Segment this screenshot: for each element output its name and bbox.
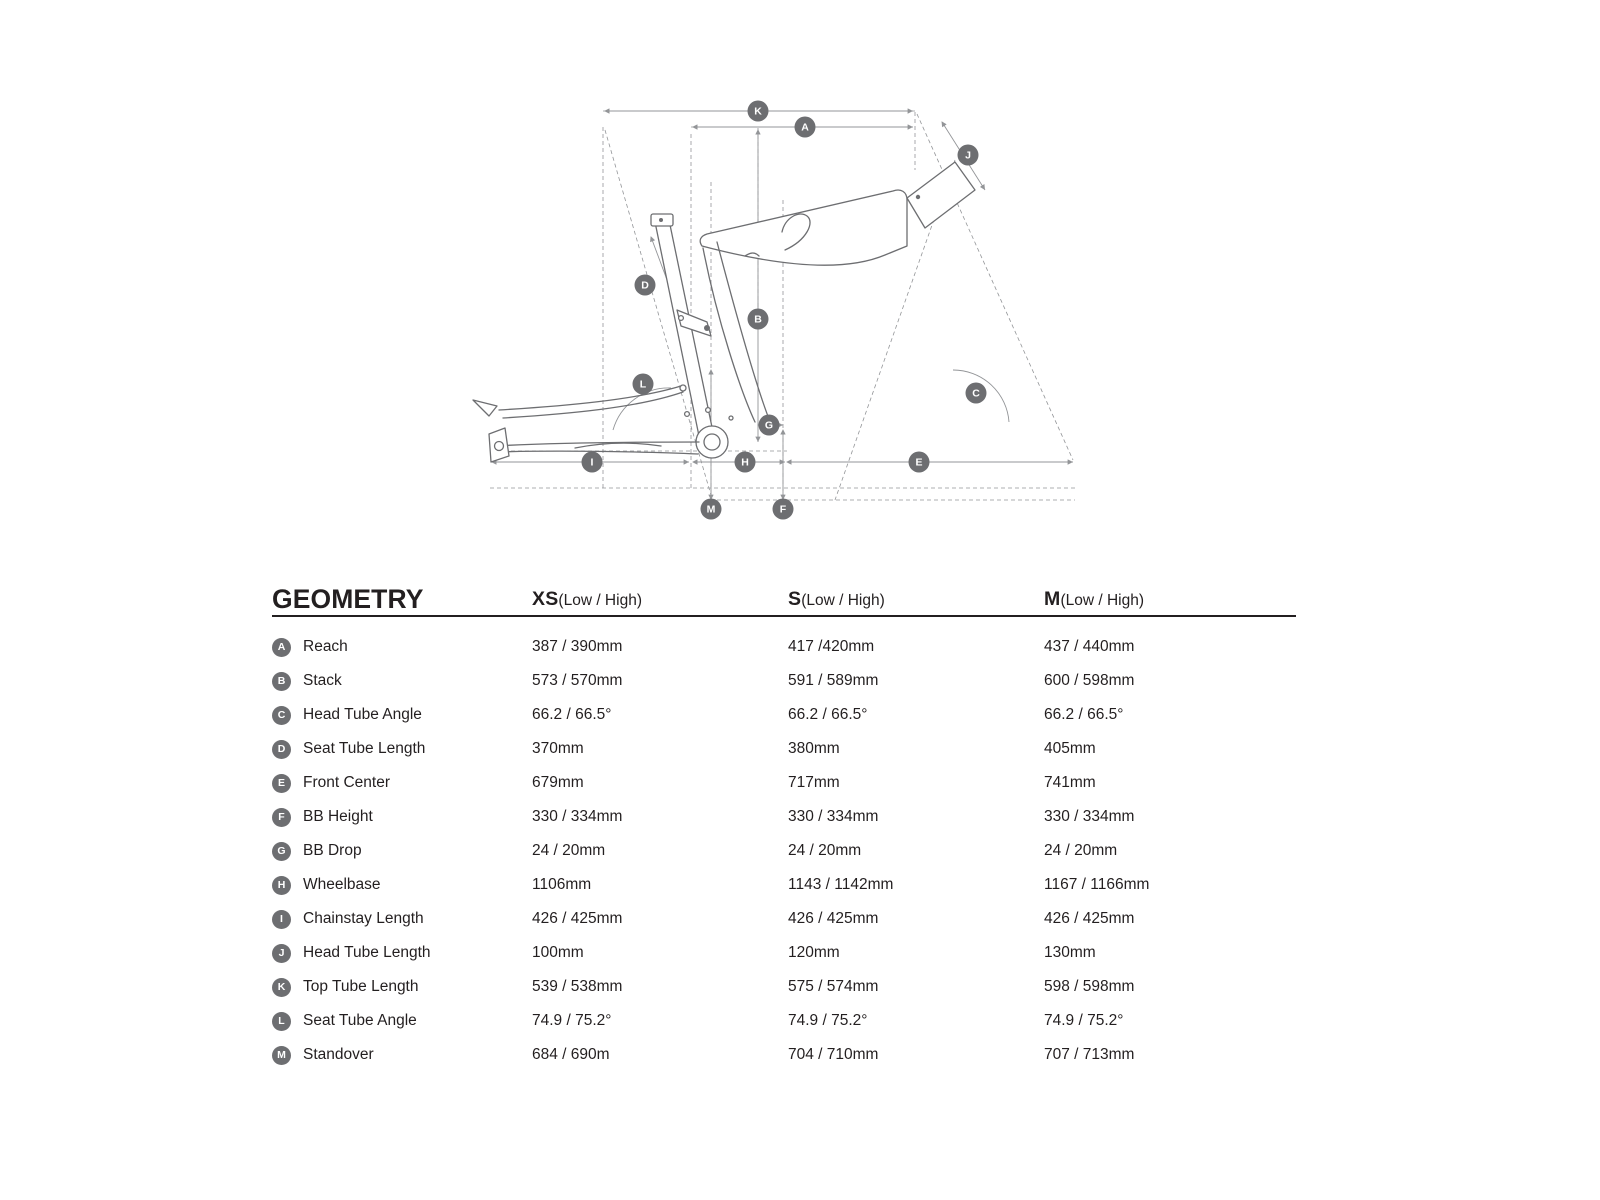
cell-m: 74.9 / 75.2°	[1044, 1012, 1124, 1029]
row-label-text: Standover	[303, 1045, 374, 1063]
table-row	[272, 902, 1296, 936]
geometry-title: GEOMETRY	[272, 584, 424, 614]
row-label-text: Seat Tube Length	[303, 739, 426, 757]
row-label-text: BB Drop	[303, 841, 362, 859]
table-row	[272, 970, 1296, 1004]
row-key-badge: F	[272, 808, 291, 827]
geometry-table-area	[272, 584, 1296, 1072]
cell-s: 120mm	[788, 944, 840, 961]
table-row	[272, 1038, 1296, 1072]
row-label-text: Seat Tube Angle	[303, 1011, 417, 1029]
row-label-chainstay-length	[272, 902, 532, 936]
callout-G	[759, 415, 780, 436]
row-label-standover	[272, 1038, 532, 1072]
cell-s: 1143 / 1142mm	[788, 876, 894, 893]
table-row	[272, 1004, 1296, 1038]
row-label-text: Head Tube Angle	[303, 705, 422, 723]
row-key-badge: C	[272, 706, 291, 725]
callout-D	[635, 275, 656, 296]
row-label-reach	[272, 616, 532, 664]
column-size-m: M	[1044, 588, 1061, 610]
row-label-text: Head Tube Length	[303, 943, 431, 961]
table-header-row	[272, 584, 1296, 616]
cell-xs: 74.9 / 75.2°	[532, 1012, 612, 1029]
table-row	[272, 616, 1296, 664]
cell-m: 600 / 598mm	[1044, 672, 1135, 689]
cell-s: 24 / 20mm	[788, 842, 862, 859]
column-size-xs: XS	[532, 588, 559, 610]
row-key-badge: L	[272, 1012, 291, 1031]
row-key-badge: J	[272, 944, 291, 963]
svg-text:F: F	[779, 503, 787, 516]
svg-text:L: L	[639, 378, 647, 391]
cell-xs: 330 / 334mm	[532, 808, 623, 825]
svg-text:C: C	[972, 387, 980, 400]
table-row	[272, 664, 1296, 698]
callout-I	[582, 452, 603, 473]
svg-text:G: G	[764, 419, 774, 432]
row-key-badge: K	[272, 978, 291, 997]
cell-xs: 426 / 425mm	[532, 910, 623, 927]
row-key-badge: E	[272, 774, 291, 793]
cell-xs: 387 / 390mm	[532, 638, 623, 655]
callout-C	[966, 383, 987, 404]
cell-xs: 573 / 570mm	[532, 672, 623, 689]
svg-text:M: M	[706, 503, 716, 516]
cell-xs: 66.2 / 66.5°	[532, 706, 612, 723]
table-row	[272, 698, 1296, 732]
row-label-top-tube-length	[272, 970, 532, 1004]
cell-s: 426 / 425mm	[788, 910, 879, 927]
row-label-stack	[272, 664, 532, 698]
svg-text:A: A	[801, 121, 809, 134]
cell-m: 1167 / 1166mm	[1044, 876, 1150, 893]
cell-xs: 100mm	[532, 944, 584, 961]
callout-B	[748, 309, 769, 330]
row-label-text: Front Center	[303, 773, 391, 791]
callout-A	[795, 117, 816, 138]
row-label-text: Wheelbase	[303, 875, 381, 893]
svg-text:B: B	[754, 313, 762, 326]
row-label-seat-tube-length	[272, 732, 532, 766]
cell-m: 598 / 598mm	[1044, 978, 1135, 995]
cell-m: 437 / 440mm	[1044, 638, 1135, 655]
row-label-head-tube-length	[272, 936, 532, 970]
row-label-text: Chainstay Length	[303, 909, 424, 927]
cell-xs: 679mm	[532, 774, 584, 791]
row-key-badge: G	[272, 842, 291, 861]
row-label-wheelbase	[272, 868, 532, 902]
cell-xs: 1106mm	[532, 876, 592, 893]
cell-m: 24 / 20mm	[1044, 842, 1118, 859]
bike-geometry-diagram	[455, 70, 1115, 540]
callout-E	[909, 452, 930, 473]
callout-K	[748, 101, 769, 122]
cell-xs: 24 / 20mm	[532, 842, 606, 859]
svg-text:K: K	[754, 105, 762, 118]
row-key-badge: D	[272, 740, 291, 759]
callout-M	[701, 499, 722, 520]
row-key-badge: A	[272, 638, 291, 657]
column-header-m	[1044, 584, 1296, 616]
row-label-front-center	[272, 766, 532, 800]
cell-s: 704 / 710mm	[788, 1046, 879, 1063]
table-row	[272, 800, 1296, 834]
column-qualifier-m: (Low / High)	[1060, 592, 1145, 609]
row-label-bb-height	[272, 800, 532, 834]
cell-xs: 370mm	[532, 740, 584, 757]
svg-text:D: D	[641, 279, 649, 292]
callout-F	[773, 499, 794, 520]
callout-L	[633, 374, 654, 395]
cell-m: 741mm	[1044, 774, 1096, 791]
cell-s: 417 /420mm	[788, 638, 875, 655]
row-key-badge: I	[272, 910, 291, 929]
cell-s: 717mm	[788, 774, 840, 791]
row-label-text: Reach	[303, 637, 348, 655]
row-label-bb-drop	[272, 834, 532, 868]
cell-m: 707 / 713mm	[1044, 1046, 1135, 1063]
cell-s: 66.2 / 66.5°	[788, 706, 868, 723]
cell-xs: 539 / 538mm	[532, 978, 623, 995]
cell-s: 380mm	[788, 740, 840, 757]
row-label-text: Stack	[303, 671, 342, 689]
row-key-badge: M	[272, 1046, 291, 1065]
table-title	[272, 584, 532, 616]
cell-m: 426 / 425mm	[1044, 910, 1135, 927]
svg-text:I: I	[590, 456, 594, 469]
table-row	[272, 868, 1296, 902]
column-qualifier-xs: (Low / High)	[558, 592, 642, 609]
cell-s: 591 / 589mm	[788, 672, 879, 689]
row-label-seat-tube-angle	[272, 1004, 532, 1038]
column-size-s: S	[788, 588, 802, 610]
column-header-s	[788, 584, 1044, 616]
svg-text:H: H	[741, 456, 749, 469]
table-row	[272, 732, 1296, 766]
row-key-badge: B	[272, 672, 291, 691]
row-label-head-tube-angle	[272, 698, 532, 732]
row-key-badge: H	[272, 876, 291, 895]
cell-m: 405mm	[1044, 740, 1096, 757]
svg-text:E: E	[915, 456, 923, 469]
cell-m: 66.2 / 66.5°	[1044, 706, 1124, 723]
geometry-table	[272, 584, 1296, 1072]
cell-xs: 684 / 690m	[532, 1046, 610, 1063]
svg-text:J: J	[965, 149, 971, 162]
cell-s: 74.9 / 75.2°	[788, 1012, 868, 1029]
cell-s: 575 / 574mm	[788, 978, 879, 995]
cell-m: 130mm	[1044, 944, 1096, 961]
callout-badges	[582, 101, 987, 520]
table-row	[272, 834, 1296, 868]
callout-H	[735, 452, 756, 473]
column-header-xs	[532, 584, 788, 616]
cell-s: 330 / 334mm	[788, 808, 879, 825]
row-label-text: BB Height	[303, 807, 373, 825]
callout-J	[958, 145, 979, 166]
table-row	[272, 936, 1296, 970]
frame-illustration	[473, 162, 975, 462]
cell-m: 330 / 334mm	[1044, 808, 1135, 825]
row-label-text: Top Tube Length	[303, 977, 419, 995]
column-qualifier-s: (Low / High)	[801, 592, 885, 609]
table-row	[272, 766, 1296, 800]
